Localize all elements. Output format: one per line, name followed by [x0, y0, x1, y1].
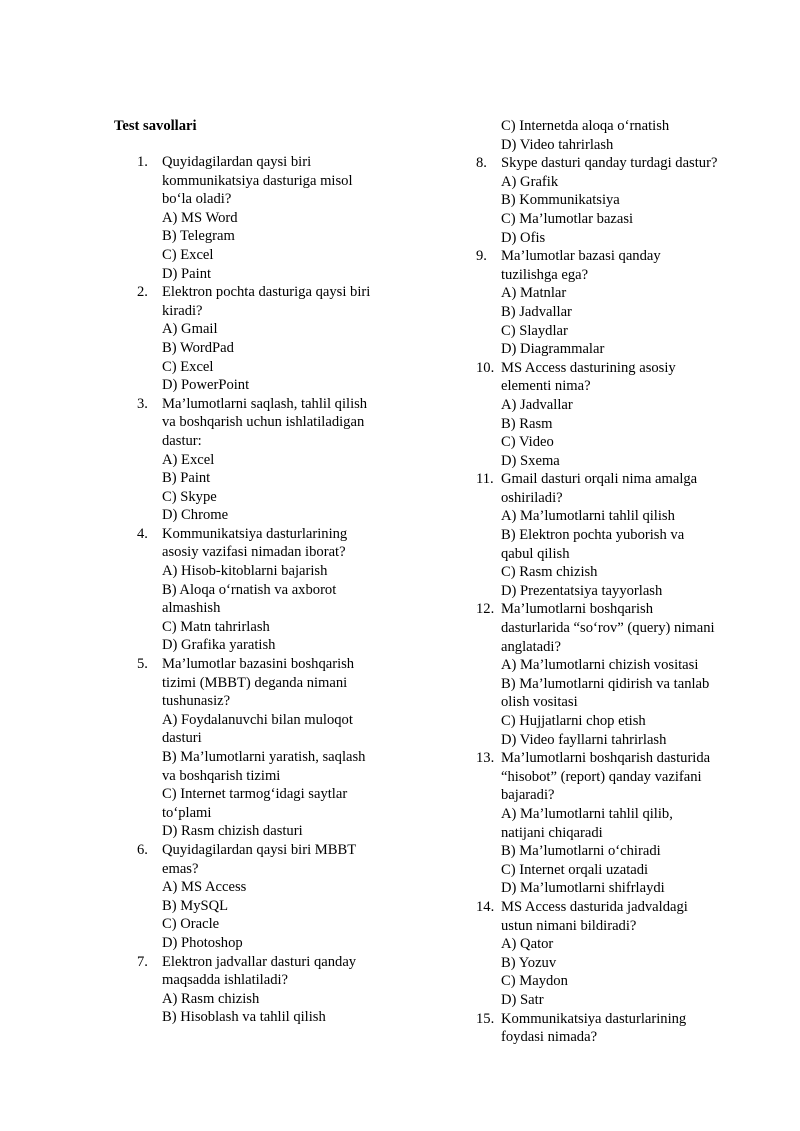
answer-option: A) MS Word: [162, 209, 238, 226]
question-number: 2.: [137, 284, 148, 301]
answer-option: C) Ma’lumotlar bazasi: [501, 210, 634, 227]
answer-option: B) Yozuv: [501, 954, 557, 971]
answer-option: B) Jadvallar: [501, 303, 572, 320]
question-text: tuzilishga ega?: [501, 266, 589, 283]
answer-option: D) Ma’lumotlarni shifrlaydi: [501, 880, 665, 897]
question-item: [114, 283, 414, 395]
question-text: tushunasiz?: [162, 693, 231, 710]
question-item: [476, 359, 766, 471]
question-item: [114, 153, 414, 283]
answer-option: to‘plami: [162, 804, 212, 821]
question-number: 12.: [476, 601, 495, 618]
question-text: anglatadi?: [501, 638, 561, 655]
answer-option: B) Elektron pochta yuborish va: [501, 527, 685, 544]
answer-option: D) Grafika yaratish: [162, 637, 276, 654]
question-text: Ma’lumotlar bazasi qanday: [501, 248, 661, 265]
left-column: [114, 153, 414, 1027]
question-text: Kommunikatsiya dasturlarining: [501, 1010, 687, 1027]
answer-option: va boshqarish tizimi: [162, 767, 281, 784]
question-item: [476, 600, 766, 749]
question-text: Skype dasturi qanday turdagi dastur?: [501, 155, 718, 172]
right-column: [476, 117, 766, 1047]
question-number: 14.: [476, 898, 495, 915]
answer-option: C) Excel: [162, 358, 214, 375]
question-text: elementi nima?: [501, 378, 591, 395]
answer-option: B) Kommunikatsiya: [501, 192, 620, 209]
question-item: [114, 841, 414, 953]
answer-option: A) Ma’lumotlarni tahlil qilish: [501, 508, 675, 525]
answer-option: D) Video fayllarni tahrirlash: [501, 731, 667, 748]
answer-option: B) Ma’lumotlarni o‘chiradi: [501, 843, 661, 860]
answer-option: B) Telegram: [162, 228, 235, 245]
question-text: “hisobot” (report) qanday vazifani: [501, 768, 702, 785]
question-text: va boshqarish uchun ishlatiladigan: [162, 414, 365, 431]
answer-option: C) Internet tarmog‘idagi saytlar: [162, 786, 348, 803]
question-text: Ma’lumotlarni saqlash, tahlil qilish: [162, 395, 368, 412]
question-item: [476, 154, 766, 247]
question-number: 1.: [137, 154, 148, 170]
answer-option: A) Rasm chizish: [162, 990, 260, 1007]
question-item: [476, 470, 766, 600]
answer-option: C) Internetda aloqa o‘rnatish: [501, 118, 670, 134]
question-number: 6.: [137, 841, 148, 858]
question-item: [476, 247, 766, 359]
answer-option: A) Foydalanuvchi bilan muloqot: [162, 711, 353, 728]
answer-option: C) Internet orqali uzatadi: [501, 861, 649, 878]
answer-option: B) Ma’lumotlarni qidirish va tanlab: [501, 675, 710, 692]
answer-option: qabul qilish: [501, 545, 570, 562]
answer-option: B) Paint: [162, 470, 211, 487]
answer-option: C) Excel: [162, 246, 214, 263]
answer-option: D) Paint: [162, 265, 212, 282]
answer-option: D) PowerPoint: [162, 377, 250, 394]
answer-option: A) Gmail: [162, 321, 218, 338]
page-title: Test savollari: [114, 118, 197, 134]
answer-option: C) Matn tahrirlash: [162, 618, 270, 635]
question-number: 7.: [137, 953, 148, 970]
question-item: [114, 655, 414, 841]
question-number: 3.: [137, 395, 148, 412]
answer-option: C) Maydon: [501, 973, 568, 990]
answer-option: almashish: [162, 600, 221, 617]
answer-option: B) MySQL: [162, 897, 229, 914]
answer-option: D) Ofis: [501, 229, 546, 246]
question-text: foydasi nimada?: [501, 1029, 598, 1046]
question-text: dasturlarida “so‘rov” (query) nimani: [501, 620, 715, 637]
question-text: Elektron pochta dasturiga qaysi biri: [162, 284, 371, 301]
answer-option: C) Video: [501, 434, 554, 451]
question-text: Ma’lumotlarni boshqarish dasturida: [501, 750, 711, 767]
question-text: ustun nimani bildiradi?: [501, 917, 637, 934]
question-text: tizimi (MBBT) deganda nimani: [162, 674, 348, 691]
question-text: MS Access dasturida jadvaldagi: [501, 898, 688, 915]
answer-option: C) Slaydlar: [501, 322, 568, 339]
answer-option: A) Ma’lumotlarni chizish vositasi: [501, 657, 699, 674]
question-number: 8.: [476, 155, 487, 172]
answer-option: D) Photoshop: [162, 934, 243, 951]
question-text: emas?: [162, 860, 199, 877]
answer-option: B) Aloqa o‘rnatish va axborot: [162, 581, 337, 598]
question-text: dastur:: [162, 432, 202, 449]
question-text: Quyidagilardan qaysi biri: [162, 154, 312, 170]
question-item: [476, 749, 766, 898]
question-item: [476, 1010, 766, 1047]
question-number: 10.: [476, 359, 495, 376]
question-text: Kommunikatsiya dasturlarining: [162, 525, 348, 542]
question-text: maqsadda ishlatiladi?: [162, 972, 289, 989]
question-text: Elektron jadvallar dasturi qanday: [162, 953, 357, 970]
question-text: Ma’lumotlarni boshqarish: [501, 601, 653, 618]
answer-option: dasturi: [162, 730, 202, 747]
answer-option: natijani chiqaradi: [501, 824, 603, 841]
question-number: 5.: [137, 656, 148, 673]
question-item: [114, 525, 414, 655]
question-item: [114, 953, 414, 1027]
answer-option: B) Hisoblash va tahlil qilish: [162, 1009, 326, 1026]
question-item: [114, 395, 414, 525]
question-number: 9.: [476, 248, 487, 265]
question-number: 4.: [137, 525, 148, 542]
answer-option: A) Grafik: [501, 173, 559, 190]
answer-option: D) Sxema: [501, 452, 560, 469]
answer-option: B) Ma’lumotlarni yaratish, saqlash: [162, 749, 366, 765]
answer-option: D) Video tahrirlash: [501, 136, 614, 153]
answer-option: A) Hisob-kitoblarni bajarish: [162, 563, 328, 580]
answer-option: D) Prezentatsiya tayyorlash: [501, 582, 663, 599]
answer-option: B) WordPad: [162, 339, 234, 356]
question-text: asosiy vazifasi nimadan iborat?: [162, 544, 346, 561]
question-item: [476, 898, 766, 1010]
answer-option: A) Jadvallar: [501, 396, 573, 413]
answer-option: A) MS Access: [162, 879, 247, 896]
answer-option: A) Qator: [501, 936, 554, 953]
question-number: 11.: [476, 471, 494, 488]
question-text: kiradi?: [162, 302, 203, 319]
answer-option: D) Satr: [501, 991, 544, 1008]
question-number: 15.: [476, 1010, 495, 1027]
answer-option: A) Matnlar: [501, 285, 567, 302]
answer-option: C) Rasm chizish: [501, 564, 598, 581]
question-text: oshiriladi?: [501, 489, 563, 506]
answer-option: D) Diagrammalar: [501, 341, 605, 358]
answer-option: D) Chrome: [162, 507, 229, 524]
answer-option: C) Oracle: [162, 916, 220, 933]
question-text: Quyidagilardan qaysi biri MBBT: [162, 841, 357, 858]
answer-option: A) Excel: [162, 451, 215, 468]
question-text: kommunikatsiya dasturiga misol: [162, 172, 353, 189]
question-number: 13.: [476, 750, 495, 767]
question-item: [476, 117, 766, 154]
question-text: Gmail dasturi orqali nima amalga: [501, 471, 698, 488]
question-text: bo‘la oladi?: [162, 191, 232, 208]
answer-option: C) Hujjatlarni chop etish: [501, 713, 646, 729]
answer-option: D) Rasm chizish dasturi: [162, 823, 303, 840]
answer-option: C) Skype: [162, 488, 217, 505]
answer-option: B) Rasm: [501, 415, 553, 432]
answer-option: A) Ma’lumotlarni tahlil qilib,: [501, 805, 673, 822]
question-text: MS Access dasturining asosiy: [501, 359, 676, 376]
answer-option: olish vositasi: [501, 694, 578, 711]
question-text: bajaradi?: [501, 787, 555, 804]
question-text: Ma’lumotlar bazasini boshqarish: [162, 656, 355, 673]
